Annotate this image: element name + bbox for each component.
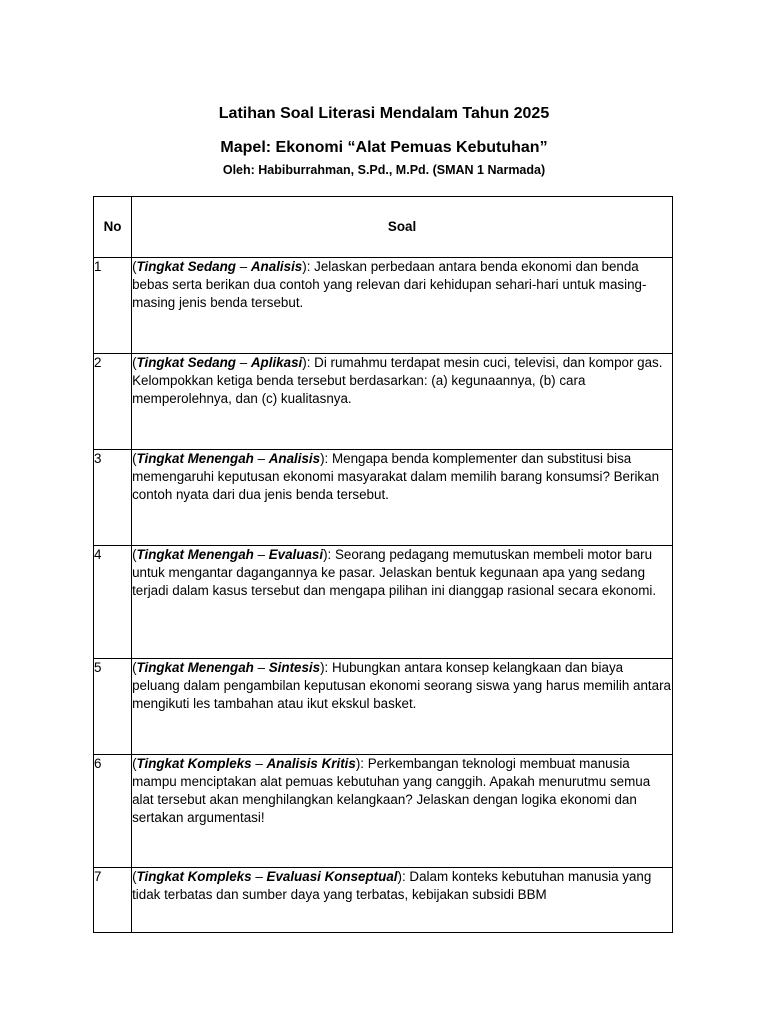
cognitive-level: Evaluasi [268,547,324,562]
difficulty-level: Tingkat Kompleks [136,869,252,884]
question-text: (Tingkat Sedang – Aplikasi): Di rumahmu terdapat mesin cuci, televisi, dan kompor gas. Kelompokkan ketiga benda tersebut berdasarkan: (a) kegunaannya, (b) cara memperolehnya, dan (c) kualitasnya. [132,354,673,450]
question-body: ): Seorang pedagang memutuskan membeli motor baru untuk mengantar dagangannya ke pasar. Jelaskan bentuk kegunaan apa yang sedang terjadi dalam kasus tersebut dan mengapa pilihan ini dianggap rasional secara ekonomi. [132,547,657,598]
row-number: 1 [94,258,132,354]
question-text: (Tingkat Menengah – Analisis): Mengapa benda komplementer dan substitusi bisa memengaruhi keputusan ekonomi masyarakat dalam memilih barang konsumsi? Berikan contoh nyata dari dua jenis benda tersebut. [132,450,673,546]
question-text: (Tingkat Kompleks – Analisis Kritis): Perkembangan teknologi membuat manusia mampu menciptakan alat pemuas kebutuhan yang canggih. Apakah menurutmu semua alat tersebut akan menghilangkan kelangkaan? Jelaskan dengan logika ekonomi dan sertakan argumentasi! [132,755,673,868]
question-text: (Tingkat Menengah – Sintesis): Hubungkan antara konsep kelangkaan dan biaya peluang dalam pengambilan keputusan ekonomi seorang siswa yang harus memilih antara mengikuti les tambahan atau ikut ekskul basket. [132,659,673,755]
cognitive-level: Sintesis [268,660,321,675]
difficulty-level: Tingkat Kompleks [136,756,252,771]
row-number: 2 [94,354,132,450]
question-body: ): Hubungkan antara konsep kelangkaan dan biaya peluang dalam pengambilan keputusan ekonomi seorang siswa yang harus memilih antara mengikuti les tambahan atau ikut ekskul basket. [132,660,671,711]
question-text: (Tingkat Sedang – Analisis): Jelaskan perbedaan antara benda ekonomi dan benda bebas serta berikan dua contoh yang relevan dari kehidupan sehari-hari untuk masing-masing jenis benda tersebut. [132,258,673,354]
row-number: 4 [94,546,132,659]
header-no: No [94,197,132,258]
cognitive-level: Analisis [250,259,303,274]
table-row [94,450,673,546]
question-table [93,196,673,933]
table-row [94,354,673,450]
question-text: (Tingkat Menengah – Evaluasi): Seorang pedagang memutuskan membeli motor baru untuk mengantar dagangannya ke pasar. Jelaskan bentuk kegunaan apa yang sedang terjadi dalam kasus tersebut dan mengapa pilihan ini dianggap rasional secara ekonomi. [132,546,673,659]
page-subtitle: Mapel: Ekonomi “Alat Pemuas Kebutuhan” [220,139,548,156]
table-row [94,868,673,933]
question-body: ): Dalam konteks kebutuhan manusia yang tidak terbatas dan sumber daya yang terbatas, kebijakan subsidi BBM [132,869,652,902]
question-body: ): Perkembangan teknologi membuat manusia mampu menciptakan alat pemuas kebutuhan yang canggih. Apakah menurutmu semua alat tersebut akan menghilangkan kelangkaan? Jelaskan dengan logika ekonomi dan sertakan argumentasi! [132,756,651,825]
table-row [94,659,673,755]
cognitive-level: Analisis Kritis [266,756,356,771]
page-title: Latihan Soal Literasi Mendalam Tahun 2025 [218,105,550,122]
cognitive-level: Analisis [268,451,321,466]
difficulty-level: Tingkat Sedang [136,259,236,274]
question-text: (Tingkat Kompleks – Evaluasi Konseptual): Dalam konteks kebutuhan manusia yang tidak terbatas dan sumber daya yang terbatas, kebijakan subsidi BBM [132,868,673,933]
row-number: 3 [94,450,132,546]
difficulty-level: Tingkat Menengah [136,451,254,466]
table-row [94,755,673,868]
author-line: Oleh: Habiburrahman, S.Pd., M.Pd. (SMAN 1 Narmada) [222,163,546,177]
question-body: ): Mengapa benda komplementer dan substitusi bisa memengaruhi keputusan ekonomi masyarakat dalam memilih barang konsumsi? Berikan contoh nyata dari dua jenis benda tersebut. [132,451,660,502]
cognitive-level: Aplikasi [250,355,303,370]
table-row [94,258,673,354]
question-body: ): Jelaskan perbedaan antara benda ekonomi dan benda bebas serta berikan dua contoh yang relevan dari kehidupan sehari-hari untuk masing-masing jenis benda tersebut. [132,259,647,310]
row-number: 5 [94,659,132,755]
difficulty-level: Tingkat Menengah [136,660,254,675]
row-number: 6 [94,755,132,868]
table-row [94,546,673,659]
question-body: ): Di rumahmu terdapat mesin cuci, televisi, dan kompor gas. Kelompokkan ketiga benda tersebut berdasarkan: (a) kegunaannya, (b) cara memperolehnya, dan (c) kualitasnya. [132,355,663,406]
difficulty-level: Tingkat Menengah [136,547,254,562]
row-number: 7 [94,868,132,933]
table-header-row [94,197,673,258]
difficulty-level: Tingkat Sedang [136,355,236,370]
cognitive-level: Evaluasi Konseptual [266,869,398,884]
header-soal: Soal [132,197,673,258]
